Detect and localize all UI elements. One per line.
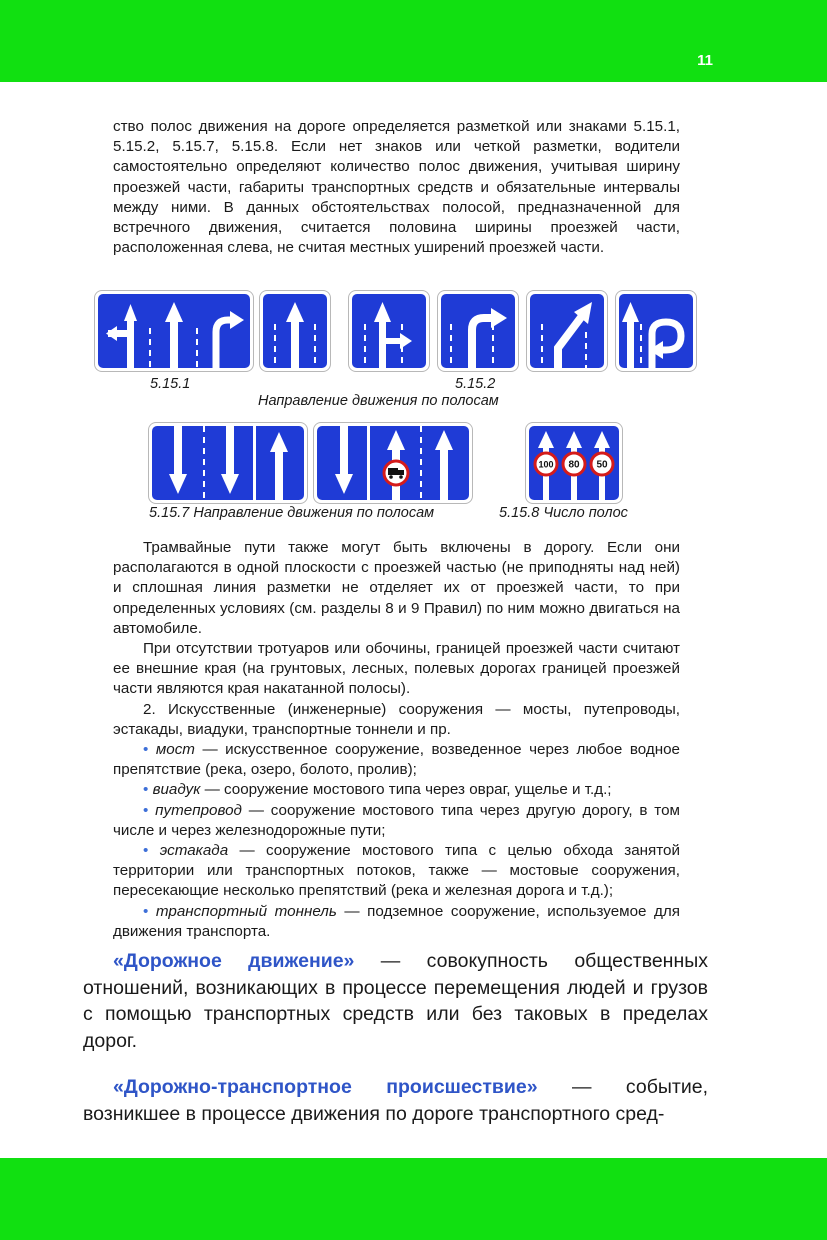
sign-caption-5-15-2: 5.15.2 xyxy=(455,376,496,392)
definition-text: — совокупность общественных отношений, возникающих в процессе перемещения людей и грузов с помощью транспортных средств или без таковых в пределах дорог. xyxy=(83,950,708,1052)
list-item xyxy=(113,740,680,780)
intro-paragraph xyxy=(113,117,680,258)
definition-term: «Дорожно-транспортное происшествие» xyxy=(113,1076,538,1098)
bullet-icon: • xyxy=(143,741,149,759)
top-color-band xyxy=(0,0,827,82)
definition-road-traffic xyxy=(83,948,708,1054)
bullet-term: виадук xyxy=(152,781,201,799)
speed-limit-50: 50 xyxy=(596,459,608,471)
main-text-block xyxy=(113,538,680,942)
bullet-text: — искусственное сооружение, возведенное через любое водное препятствие (река, озеро, болото, пролив); xyxy=(113,741,680,779)
bullet-icon: • xyxy=(143,781,149,799)
intro-text: ство полос движения на дороге определяется разметкой или знаками 5.15.1, 5.15.2, 5.15.7, 5.15.8. Если нет знаков или четкой разметки, водители самостоятельно определяют количество полос движения, учитывая ширину проезжей части, габариты транспортных средств и обязательные интервалы между ними. В данных обстоятельствах полосой, предназначенной для встречного движения, считается половина ширины проезжей части, расположенная слева, не считая местных уширений проезжей части. xyxy=(113,118,680,257)
lane-direction-sign-5-15-7-truck-icon xyxy=(317,426,469,500)
definition-term: «Дорожное движение» xyxy=(113,950,355,972)
page-number: 11 xyxy=(697,52,713,69)
bullet-text: — сооружение мостового типа с целью обхода занятой территории или транспортных потоков, также — мостовые сооружения, пересекающие несколько препятствий (река и железная дорога и т.д.); xyxy=(113,842,680,900)
sign-caption-5-15-8: 5.15.8 Число полос xyxy=(499,505,628,521)
sign-5-15-2-straight xyxy=(260,291,330,371)
bullet-term: путепровод xyxy=(155,801,242,819)
paragraph-structures: 2. Искусственные (инженерные) сооружения — мосты, путепроводы, эстакады, виадуки, транспортные тоннели и пр. xyxy=(113,700,680,738)
paragraph-edges: При отсутствии тротуаров или обочины, границей проезжей части считают ее внешние края (на грунтовых, лесных, полевых дорогах границей проезжей части являются края накатанной полосы). xyxy=(113,640,680,698)
bullet-term: мост xyxy=(155,741,195,759)
speed-limit-80: 80 xyxy=(568,459,580,471)
bullet-text: — сооружение мостового типа через овраг, ущелье и т.д.; xyxy=(200,781,612,799)
list-item xyxy=(113,801,680,841)
speed-limit-100: 100 xyxy=(538,459,554,470)
bullet-text: — сооружение мостового типа через другую дорогу, в том числе и через железнодорожные пути; xyxy=(113,801,680,839)
bullet-icon: • xyxy=(143,801,149,819)
list-item xyxy=(113,780,680,800)
definition-text: — событие, возникшее в процессе движения по дороге транспортного сред- xyxy=(83,1076,708,1125)
sign-5-15-7-truck xyxy=(314,423,472,503)
bullet-text: — подземное сооружение, используемое для движения транспорта. xyxy=(113,902,680,940)
sign-caption-5-15-7: 5.15.7 Направление движения по полосам xyxy=(149,505,435,521)
bullet-icon: • xyxy=(143,902,149,920)
sign-5-15-2-diagonal xyxy=(527,291,607,371)
sign-row1-title: Направление движения по полосам xyxy=(258,393,499,409)
list-item xyxy=(113,902,680,942)
sign-5-15-2-uturn xyxy=(616,291,696,371)
bottom-color-band xyxy=(0,1158,827,1240)
lane-direction-sign-5-15-2-straight-icon xyxy=(263,294,327,368)
definition-road-accident xyxy=(83,1074,708,1127)
lane-direction-sign-5-15-2-straight-right-icon xyxy=(352,294,426,368)
sign-5-15-1 xyxy=(95,291,253,371)
sign-5-15-2-right xyxy=(438,291,518,371)
lane-direction-sign-5-15-1-icon xyxy=(98,294,250,368)
list-item xyxy=(113,841,680,902)
number-of-lanes-sign-5-15-8-icon xyxy=(529,426,619,500)
sign-5-15-7 xyxy=(149,423,307,503)
lane-direction-sign-5-15-7-icon xyxy=(152,426,304,500)
sign-5-15-2-straight-right xyxy=(349,291,429,371)
lane-direction-sign-5-15-2-diagonal-icon xyxy=(530,294,604,368)
sign-5-15-8 xyxy=(526,423,622,503)
bullet-term: транспортный тоннель xyxy=(155,902,337,920)
lane-direction-sign-5-15-2-uturn-icon xyxy=(619,294,693,368)
sign-caption-5-15-1: 5.15.1 xyxy=(150,376,191,392)
paragraph-tram: Трамвайные пути также могут быть включены в дорогу. Если они располагаются в одной плоскости с проезжей частью (не приподняты над ней) и сплошная линия разметки не отделяет их от проезжей части, то при определенных условиях (см. разделы 8 и 9 Правил) по ним можно двигаться на автомобиле. xyxy=(113,539,680,637)
bullet-icon: • xyxy=(143,842,149,860)
lane-direction-sign-5-15-2-right-icon xyxy=(441,294,515,368)
bullet-term: эстакада xyxy=(159,842,229,860)
